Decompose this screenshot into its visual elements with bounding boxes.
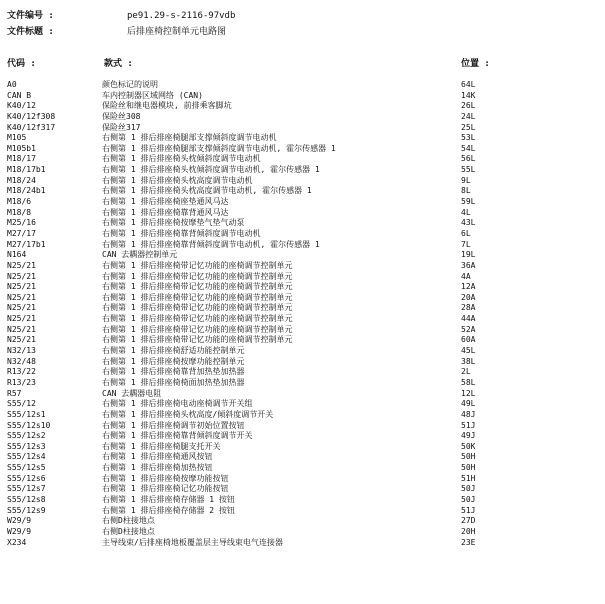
component-position: 24L xyxy=(461,111,476,121)
component-description: 右侧第 1 排后排座椅靠背倾斜度调节开关 xyxy=(102,431,253,441)
column-header-position: 位置 : xyxy=(461,59,490,69)
list-item xyxy=(7,399,597,410)
list-item xyxy=(7,538,597,549)
list-item xyxy=(7,123,597,134)
component-position: 44A xyxy=(461,314,476,324)
component-description: 右侧第 1 排后排座椅带记忆功能的座椅调节控制单元 xyxy=(102,314,293,324)
list-item xyxy=(7,133,597,144)
component-description: 右侧第 1 排后排座椅带记忆功能的座椅调节控制单元 xyxy=(102,303,293,313)
list-item xyxy=(7,282,597,293)
component-description: 右侧第 1 排后排座椅记忆功能按钮 xyxy=(102,484,229,494)
list-item xyxy=(7,272,597,283)
component-description: 保险丝308 xyxy=(102,111,141,121)
list-item xyxy=(7,112,597,123)
component-position: 23E xyxy=(461,537,476,547)
component-code: N25/21 xyxy=(7,335,36,345)
list-item xyxy=(7,303,597,314)
component-description: 右侧第 1 排后排座椅按摩功能按钮 xyxy=(102,473,229,483)
component-code: N32/48 xyxy=(7,356,36,366)
component-code: N25/21 xyxy=(7,282,36,292)
list-item xyxy=(7,431,597,442)
component-position: 58L xyxy=(461,377,476,387)
component-position: 20H xyxy=(461,526,476,536)
component-code: S55/12s2 xyxy=(7,431,46,441)
component-code: M18/24 xyxy=(7,175,36,185)
list-item xyxy=(7,144,597,155)
list-item xyxy=(7,218,597,229)
list-item xyxy=(7,389,597,400)
component-code: M27/17b1 xyxy=(7,239,46,249)
component-code: S55/12s7 xyxy=(7,484,46,494)
column-header-code: 代码 : xyxy=(7,59,36,69)
component-description: 右侧第 1 排后排座椅带记忆功能的座椅调节控制单元 xyxy=(102,260,293,270)
component-description: 右侧第 1 排后排座椅带记忆功能的座椅调节控制单元 xyxy=(102,271,293,281)
component-description: 右侧第 1 排后排座椅腿部支撑倾斜度调节电动机, 霍尔传感器 1 xyxy=(102,143,336,153)
component-position: 20A xyxy=(461,292,476,302)
component-position: 55L xyxy=(461,165,476,175)
component-code: N164 xyxy=(7,250,27,260)
component-position: 8L xyxy=(461,186,471,196)
component-position: 4A xyxy=(461,271,471,281)
doc-title-value: 后排座椅控制单元电路图 xyxy=(127,27,227,37)
list-item xyxy=(7,452,597,463)
component-code: M18/17 xyxy=(7,154,36,164)
component-position: 51H xyxy=(461,473,476,483)
component-code: M25/16 xyxy=(7,218,36,228)
component-position: 53L xyxy=(461,133,476,143)
component-code: M105 xyxy=(7,133,27,143)
column-header-description: 款式 : xyxy=(104,59,133,69)
component-position: 28A xyxy=(461,303,476,313)
list-item xyxy=(7,421,597,432)
component-position: 48J xyxy=(461,409,476,419)
component-description: 主导线束/后排座椅地板覆盖层主导线束电气连接器 xyxy=(102,537,283,547)
component-description: 右侧第 1 排后排座椅靠背加热垫加热器 xyxy=(102,367,245,377)
component-position: 49J xyxy=(461,431,476,441)
component-code: M18/8 xyxy=(7,207,32,217)
component-position: 50K xyxy=(461,441,476,451)
component-code: R13/22 xyxy=(7,367,36,377)
list-item xyxy=(7,484,597,495)
component-description: 右侧第 1 排后排座椅带记忆功能的座椅调节控制单元 xyxy=(102,324,293,334)
component-position: 51J xyxy=(461,505,476,515)
component-position: 59L xyxy=(461,197,476,207)
list-item xyxy=(7,229,597,240)
component-position: 4L xyxy=(461,207,471,217)
component-position: 36A xyxy=(461,260,476,270)
component-code: R57 xyxy=(7,388,22,398)
component-code: S55/12s4 xyxy=(7,452,46,462)
component-position: 27D xyxy=(461,516,476,526)
doc-number-value: pe91.29-s-2116-97vdb xyxy=(127,11,236,21)
component-code: N25/21 xyxy=(7,271,36,281)
component-description: 右侧D柱接地点 xyxy=(102,516,155,526)
list-item xyxy=(7,250,597,261)
component-code: N25/21 xyxy=(7,303,36,313)
list-item xyxy=(7,293,597,304)
component-position: 2L xyxy=(461,367,471,377)
component-description: 右侧第 1 排后排座椅带记忆功能的座椅调节控制单元 xyxy=(102,292,293,302)
component-code: K40/12 xyxy=(7,101,36,111)
component-code: W29/9 xyxy=(7,526,32,536)
list-item xyxy=(7,474,597,485)
component-position: 14K xyxy=(461,90,476,100)
component-description: 车内控制器区域网络 (CAN) xyxy=(102,90,203,100)
component-code: N32/13 xyxy=(7,346,36,356)
list-item xyxy=(7,80,597,91)
component-description: 右侧第 1 排后排座椅存储器 1 按钮 xyxy=(102,494,235,504)
component-code: M18/6 xyxy=(7,197,32,207)
component-description: 右侧第 1 排后排座椅电动座椅调节开关组 xyxy=(102,399,253,409)
component-description: 右侧第 1 排后排座椅椅面加热垫加热器 xyxy=(102,377,245,387)
list-item xyxy=(7,410,597,421)
list-item xyxy=(7,197,597,208)
list-item xyxy=(7,176,597,187)
component-code: N25/21 xyxy=(7,314,36,324)
list-item xyxy=(7,101,597,112)
component-code: W29/9 xyxy=(7,516,32,526)
component-code: N25/21 xyxy=(7,260,36,270)
component-position: 9L xyxy=(461,175,471,185)
component-position: 54L xyxy=(461,143,476,153)
list-item xyxy=(7,325,597,336)
component-description: CAN 去耦器电阻 xyxy=(102,388,162,398)
component-description: 右侧第 1 排后排座椅靠背倾斜度调节电动机, 霍尔传感器 1 xyxy=(102,239,320,249)
component-description: 右侧第 1 排后排座椅座垫通风马达 xyxy=(102,197,229,207)
component-code: M18/24b1 xyxy=(7,186,46,196)
component-description: 右侧第 1 排后排座椅腿支托开关 xyxy=(102,441,221,451)
component-code: M18/17b1 xyxy=(7,165,46,175)
component-description: 右侧第 1 排后排座椅舒适功能控制单元 xyxy=(102,346,245,356)
list-item xyxy=(7,367,597,378)
component-description: 右侧第 1 排后排座椅头枕高度调节电动机 xyxy=(102,175,253,185)
component-description: 颜色标记的说明 xyxy=(102,80,158,89)
component-position: 26L xyxy=(461,101,476,111)
component-code: CAN B xyxy=(7,90,32,100)
component-position: 25L xyxy=(461,122,476,132)
component-description: 右侧第 1 排后排座椅调节初始位置按钮 xyxy=(102,420,245,430)
list-item xyxy=(7,91,597,102)
component-description: 保险丝和继电器模块, 前排乘客脚坑 xyxy=(102,101,232,111)
list-item xyxy=(7,165,597,176)
list-item xyxy=(7,240,597,251)
component-code: X234 xyxy=(7,537,27,547)
component-description: CAN 去耦器控制单元 xyxy=(102,250,178,260)
component-code: S55/12s8 xyxy=(7,494,46,504)
component-code: S55/12s3 xyxy=(7,441,46,451)
component-position: 38L xyxy=(461,356,476,366)
component-code: M27/17 xyxy=(7,228,36,238)
component-description: 右侧第 1 排后排座椅头枕倾斜度调节电动机 xyxy=(102,154,261,164)
component-description: 右侧D柱接地点 xyxy=(102,526,155,536)
component-position: 45L xyxy=(461,346,476,356)
list-item xyxy=(7,442,597,453)
component-position: 56L xyxy=(461,154,476,164)
list-item xyxy=(7,357,597,368)
component-description: 右侧第 1 排后排座椅带记忆功能的座椅调节控制单元 xyxy=(102,335,293,345)
component-description: 右侧第 1 排后排座椅通风按钮 xyxy=(102,452,213,462)
component-position: 6L xyxy=(461,228,471,238)
component-position: 52A xyxy=(461,324,476,334)
component-code: S55/12s10 xyxy=(7,420,51,430)
component-position: 12L xyxy=(461,388,476,398)
list-item xyxy=(7,314,597,325)
component-description: 右侧第 1 排后排座椅头枕高度/倾斜度调节开关 xyxy=(102,409,274,419)
component-position: 12A xyxy=(461,282,476,292)
list-item xyxy=(7,154,597,165)
component-code: N25/21 xyxy=(7,324,36,334)
component-code: K40/12f308 xyxy=(7,111,56,121)
component-code: K40/12f317 xyxy=(7,122,56,132)
list-item xyxy=(7,527,597,538)
component-description: 右侧第 1 排后排座椅腿部支撑倾斜度调节电动机 xyxy=(102,133,277,143)
component-description: 保险丝317 xyxy=(102,122,141,132)
component-position: 7L xyxy=(461,239,471,249)
list-item xyxy=(7,378,597,389)
component-code: S55/12 xyxy=(7,399,36,409)
component-position: 50H xyxy=(461,452,476,462)
component-position: 49L xyxy=(461,399,476,409)
component-position: 19L xyxy=(461,250,476,260)
component-code: S55/12s6 xyxy=(7,473,46,483)
list-item xyxy=(7,261,597,272)
component-description: 右侧第 1 排后排座椅靠背倾斜度调节电动机 xyxy=(102,228,261,238)
component-description: 右侧第 1 排后排座椅加热按钮 xyxy=(102,463,213,473)
component-list xyxy=(7,80,597,548)
doc-title-label: 文件标题 : xyxy=(7,27,54,37)
component-position: 43L xyxy=(461,218,476,228)
component-code: S55/12s9 xyxy=(7,505,46,515)
component-position: 50J xyxy=(461,494,476,504)
component-description: 右侧第 1 排后排座椅存储器 2 按钮 xyxy=(102,505,235,515)
component-position: 51J xyxy=(461,420,476,430)
component-code: M105b1 xyxy=(7,143,36,153)
component-code: S55/12s1 xyxy=(7,409,46,419)
doc-number-label: 文件编号 : xyxy=(7,11,54,21)
list-item xyxy=(7,495,597,506)
component-code: A0 xyxy=(7,80,17,89)
list-item xyxy=(7,463,597,474)
component-code: R13/23 xyxy=(7,377,36,387)
list-item xyxy=(7,506,597,517)
component-description: 右侧第 1 排后排座椅头枕倾斜度调节电动机, 霍尔传感器 1 xyxy=(102,165,320,175)
component-position: 50J xyxy=(461,484,476,494)
component-description: 右侧第 1 排后排座椅按摩垫气垫气动泵 xyxy=(102,218,245,228)
component-description: 右侧第 1 排后排座椅带记忆功能的座椅调节控制单元 xyxy=(102,282,293,292)
component-position: 60A xyxy=(461,335,476,345)
column-headers xyxy=(7,56,597,72)
component-code: S55/12s5 xyxy=(7,463,46,473)
component-description: 右侧第 1 排后排座椅按摩功能控制单元 xyxy=(102,356,245,366)
component-description: 右侧第 1 排后排座椅靠背通风马达 xyxy=(102,207,229,217)
component-position: 50H xyxy=(461,463,476,473)
list-item xyxy=(7,346,597,357)
component-description: 右侧第 1 排后排座椅头枕高度调节电动机, 霍尔传感器 1 xyxy=(102,186,312,196)
list-item xyxy=(7,335,597,346)
list-item xyxy=(7,516,597,527)
component-code: N25/21 xyxy=(7,292,36,302)
list-item xyxy=(7,186,597,197)
list-item xyxy=(7,208,597,219)
component-position: 64L xyxy=(461,80,476,89)
